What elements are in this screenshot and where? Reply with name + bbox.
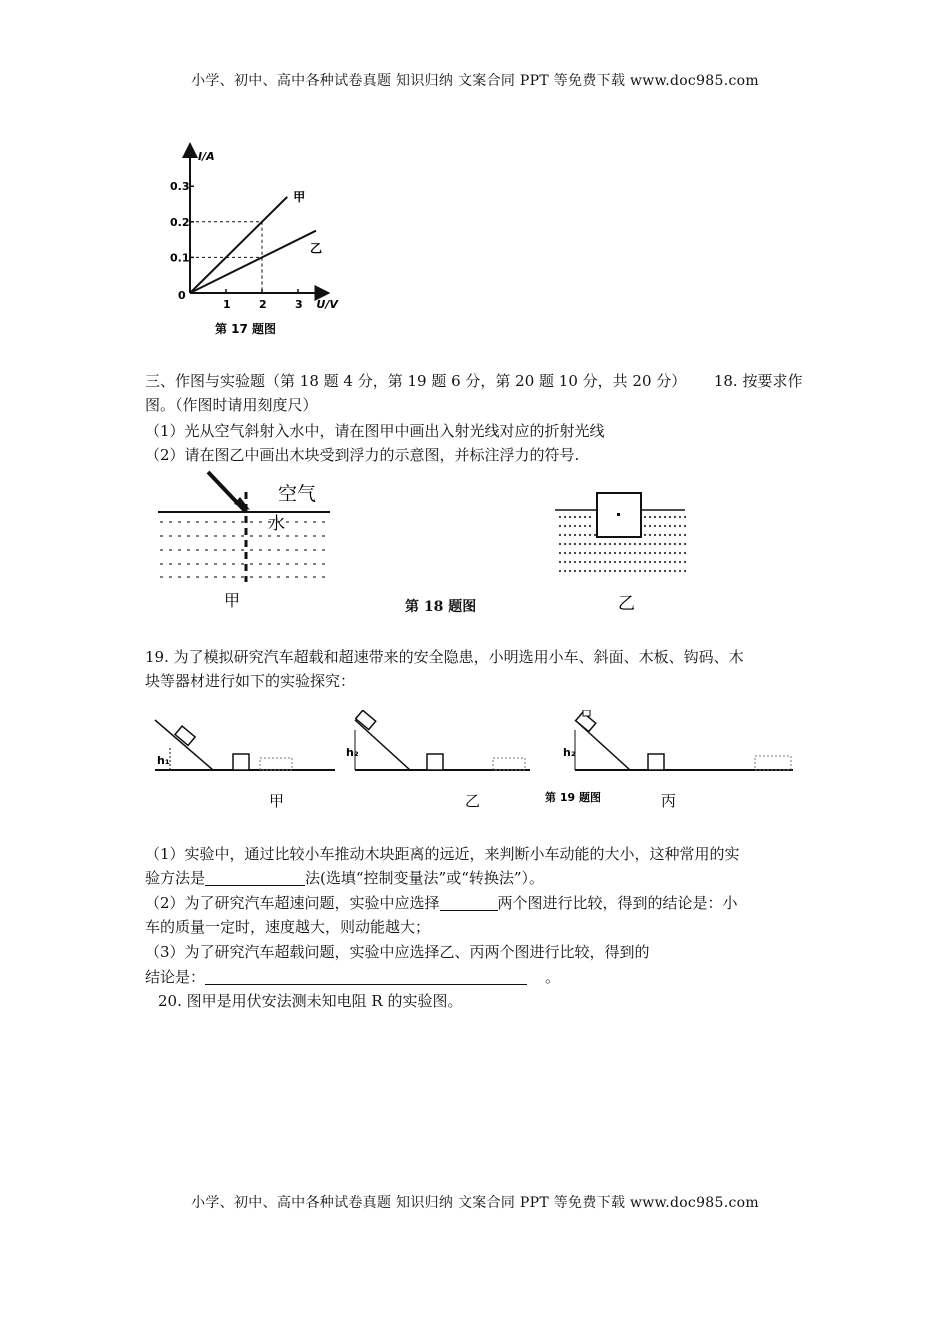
y-axis-label: I/A: [198, 150, 215, 163]
figure-19: [145, 710, 845, 815]
q19-p3-line1: （3）为了研究汽车超载问题，实验中应选择乙、丙两个图进行比较，得到的: [145, 943, 650, 961]
q19-stem-line2: 块等器材进行如下的实验探究：: [145, 672, 356, 690]
y-tick-label: 0.2: [170, 215, 190, 229]
label-yi: 乙: [465, 792, 481, 810]
air-label: 空气: [278, 483, 317, 505]
section3-title: 三、作图与实验题（第 18 题 4 分，第 19 题 6 分，第 20 题 10 分，共 20 分） 18. 按要求作: [145, 372, 803, 390]
q18-part1: （1）光从空气斜射入水中，请在图甲中画出入射光线对应的折射光线: [145, 422, 605, 440]
page-footer: 小学、初中、高中各种试卷真题 知识归纳 文案合同 PPT 等免费下载 www.doc985.com: [191, 1195, 759, 1211]
label-bing: 丙: [661, 792, 677, 810]
final-position-bing: [755, 756, 791, 770]
setup-bing: [563, 710, 793, 770]
series-label: 乙: [310, 241, 323, 256]
x-tick-label: 1: [223, 298, 231, 311]
q19-stem-line1: 19. 为了模拟研究汽车超载和超速带来的安全隐患，小明选用小车、斜面、木板、钩码、木: [145, 648, 744, 666]
hook-weight: [583, 710, 590, 716]
figure-17-chart: [160, 140, 360, 340]
setup-yi: [346, 710, 530, 770]
q19-p2-line1: （2）为了研究汽车超速问题，实验中应选择 两个图进行比较，得到的结论是：小: [145, 894, 738, 912]
label-jia: 甲: [224, 591, 241, 610]
figure-18-caption: 第 18 题图: [405, 599, 477, 615]
q18-stem-cont: 图。（作图时请用刻度尺）: [145, 396, 318, 414]
q20-stem: 20. 图甲是用伏安法测未知电阻 R 的实验图。: [158, 992, 463, 1010]
h1-label: h₁: [157, 754, 170, 767]
x-tick-label: 3: [295, 298, 303, 311]
q18-part2: （2）请在图乙中画出木块受到浮力的示意图，并标注浮力的符号.: [145, 446, 580, 464]
water-label: 水: [268, 514, 285, 534]
series-label: 甲: [293, 189, 306, 204]
q18-stem: 18. 按要求作: [713, 372, 803, 390]
figure-18-yi: [550, 485, 700, 613]
q19-p1-line1: （1）实验中，通过比较小车推动木块距离的远近，来判断小车动能的大小，这种常用的实: [145, 845, 740, 863]
answer-blank-conclusion[interactable]: [205, 968, 527, 985]
cart-yi: [356, 710, 376, 729]
figure-18-jia: [150, 462, 350, 612]
setup-jia: [155, 720, 335, 770]
y-tick-label: 0.3: [170, 180, 190, 194]
h2b-label: h₂: [563, 746, 576, 759]
chart-caption: 第 17 题图: [215, 322, 277, 336]
origin-label: 0: [178, 289, 186, 302]
wood-block-jia: [233, 754, 249, 770]
page-header: 小学、初中、高中各种试卷真题 知识归纳 文案合同 PPT 等免费下载 www.doc985.com: [191, 73, 759, 89]
x-tick-label: 2: [259, 298, 267, 311]
series-line-yi: [190, 231, 316, 293]
q19-p2-line2: 车的质量一定时，速度越大，则动能越大；: [145, 918, 431, 936]
answer-blank-figures[interactable]: [440, 894, 498, 911]
final-position-yi: [493, 758, 525, 770]
q19-p1-line2: 验方法是 法(选填“控制变量法”或“转换法”）。: [145, 869, 545, 887]
final-position-jia: [260, 758, 292, 770]
y-tick-label: 0.1: [170, 251, 190, 265]
h2-label: h₂: [346, 746, 359, 759]
caption: 第 19 题图: [545, 791, 601, 804]
label-jia: 甲: [269, 792, 285, 810]
wood-block-bing: [648, 754, 664, 770]
series-line-jia: [190, 197, 287, 293]
q19-p3-line2: 结论是： 。: [145, 968, 561, 986]
answer-blank-method[interactable]: [205, 869, 305, 886]
block-center-dot: [617, 513, 620, 516]
wood-block-yi: [427, 754, 443, 770]
cart-jia: [175, 726, 195, 745]
label-yi: 乙: [618, 594, 635, 613]
x-axis-label: U/V: [316, 298, 338, 311]
